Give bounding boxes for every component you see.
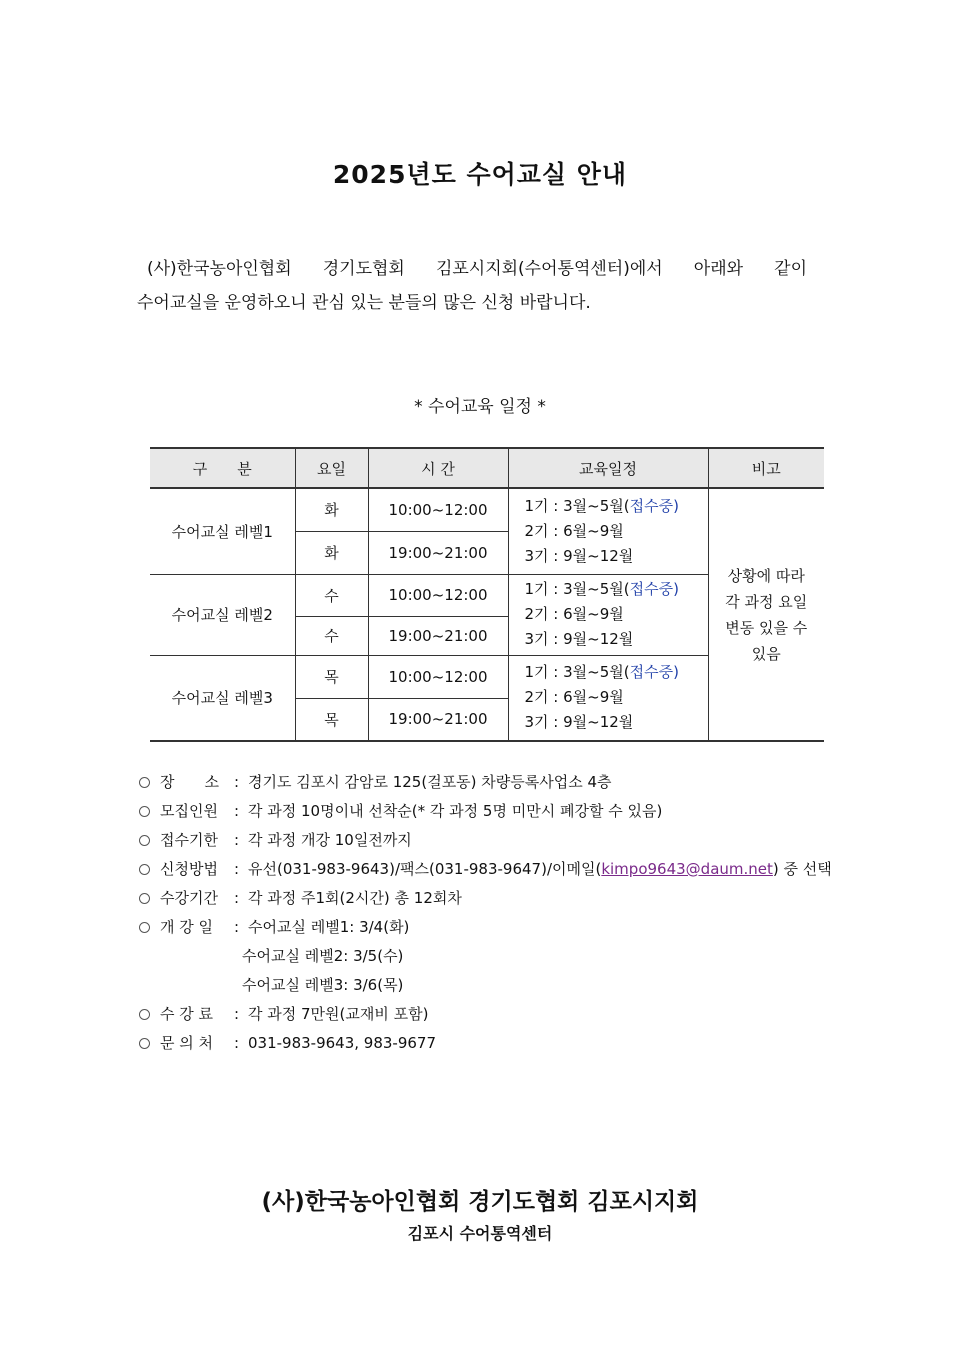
paren: ) bbox=[673, 580, 679, 598]
colon: : bbox=[234, 889, 240, 907]
info-start-2: 수어교실 레벨2: 3/5(수) bbox=[242, 947, 404, 965]
info-deadline bbox=[137, 826, 837, 855]
status-badge: 접수중 bbox=[629, 580, 674, 598]
info-label: 모집인원 bbox=[160, 802, 218, 820]
colon: : bbox=[234, 802, 240, 820]
email-link[interactable]: kimpo9643@daum.net bbox=[601, 860, 773, 878]
circle-bullet-icon bbox=[139, 835, 150, 846]
circle-bullet-icon bbox=[139, 922, 150, 933]
info-start bbox=[137, 913, 837, 942]
info-recruit bbox=[137, 797, 837, 826]
day-cell: 수 bbox=[295, 574, 368, 616]
info-value: 각 과정 7만원(교재비 포함) bbox=[248, 1005, 429, 1023]
info-fee bbox=[137, 1000, 837, 1029]
schedule-table bbox=[150, 447, 824, 742]
info-start-3: 수어교실 레벨3: 3/6(목) bbox=[242, 976, 404, 994]
status-badge: 접수중 bbox=[629, 663, 674, 682]
info-label: 수 강 료 bbox=[160, 1005, 214, 1023]
table-row bbox=[150, 488, 824, 531]
term-schedule bbox=[508, 655, 708, 741]
time-cell: 10:00~12:00 bbox=[368, 655, 508, 698]
info-label: 신청방법 bbox=[160, 860, 218, 878]
term-3: 3기 : 9월~12월 bbox=[524, 546, 634, 565]
info-place bbox=[137, 768, 837, 797]
info-value: 각 과정 주1회(2시간) 총 12회차 bbox=[248, 889, 462, 907]
term-schedule bbox=[508, 574, 708, 655]
level-name: 수어교실 레벨2 bbox=[150, 574, 295, 655]
term-2: 2기 : 6월~9월 bbox=[524, 605, 624, 623]
info-period bbox=[137, 884, 837, 913]
info-label: 문 의 처 bbox=[160, 1034, 214, 1052]
circle-bullet-icon bbox=[139, 777, 150, 788]
status-badge: 접수중 bbox=[629, 496, 674, 515]
term-2: 2기 : 6월~9월 bbox=[524, 521, 624, 540]
header-schedule: 교육일정 bbox=[508, 448, 708, 488]
info-list bbox=[137, 768, 837, 1058]
intro-line-2: 수어교실을 운영하오니 관심 있는 분들의 많은 신청 바랍니다. bbox=[137, 293, 591, 313]
day-cell: 화 bbox=[295, 531, 368, 574]
time-cell: 19:00~21:00 bbox=[368, 531, 508, 574]
term-1: 1기 : 3월~5월( bbox=[524, 580, 630, 598]
document-title: 2025년도 수어교실 안내 bbox=[332, 160, 628, 189]
time-cell: 19:00~21:00 bbox=[368, 616, 508, 655]
term-1: 1기 : 3월~5월( bbox=[524, 663, 630, 682]
circle-bullet-icon bbox=[139, 864, 150, 875]
table-header-row bbox=[150, 448, 824, 488]
colon: : bbox=[234, 1005, 240, 1023]
day-cell: 목 bbox=[295, 655, 368, 698]
info-label: 장 소 bbox=[160, 773, 219, 791]
organization-name: (사)한국농아인협회 경기도협회 김포시지회 bbox=[261, 1189, 699, 1215]
info-contact bbox=[137, 1029, 837, 1058]
info-value: 각 과정 10명이내 선착순(* 각 과정 5명 미만시 폐강할 수 있음) bbox=[248, 802, 663, 820]
circle-bullet-icon bbox=[139, 1009, 150, 1020]
colon: : bbox=[234, 860, 240, 878]
info-value: ) 중 선택 bbox=[772, 860, 832, 878]
header-time: 시 간 bbox=[368, 448, 508, 488]
circle-bullet-icon bbox=[139, 1038, 150, 1049]
note-line: 상황에 따라 bbox=[727, 566, 805, 585]
colon: : bbox=[234, 773, 240, 791]
time-cell: 19:00~21:00 bbox=[368, 698, 508, 741]
time-cell: 10:00~12:00 bbox=[368, 574, 508, 616]
note-line: 각 과정 요일 bbox=[725, 592, 808, 611]
level-name: 수어교실 레벨3 bbox=[150, 655, 295, 741]
colon: : bbox=[234, 1034, 240, 1052]
day-cell: 수 bbox=[295, 616, 368, 655]
info-value: 수어교실 레벨1: 3/4(화) bbox=[248, 918, 410, 936]
colon: : bbox=[234, 918, 240, 936]
info-value: 031-983-9643, 983-9677 bbox=[248, 1034, 437, 1052]
term-3: 3기 : 9월~12월 bbox=[524, 630, 634, 648]
info-value: 유선(031-983-9643)/팩스(031-983-9647)/이메일( bbox=[248, 860, 602, 878]
header-category: 구 분 bbox=[150, 448, 295, 488]
circle-bullet-icon bbox=[139, 806, 150, 817]
schedule-title: * 수어교육 일정 * bbox=[414, 397, 546, 417]
info-label: 수강기간 bbox=[160, 889, 218, 907]
center-name: 김포시 수어통역센터 bbox=[407, 1224, 553, 1243]
term-3: 3기 : 9월~12월 bbox=[524, 713, 634, 732]
note-line: 변동 있을 수 bbox=[725, 618, 808, 637]
day-cell: 화 bbox=[295, 488, 368, 531]
header-day: 요일 bbox=[295, 448, 368, 488]
time-cell: 10:00~12:00 bbox=[368, 488, 508, 531]
info-label: 개 강 일 bbox=[160, 918, 214, 936]
day-cell: 목 bbox=[295, 698, 368, 741]
circle-bullet-icon bbox=[139, 893, 150, 904]
term-2: 2기 : 6월~9월 bbox=[524, 688, 624, 707]
info-label: 접수기한 bbox=[160, 831, 218, 849]
term-schedule bbox=[508, 488, 708, 574]
paren: ) bbox=[673, 496, 679, 515]
intro-line-1: (사)한국농아인협회 경기도협회 김포시지회(수어통역센터)에서 아래와 같이 bbox=[147, 259, 807, 279]
colon: : bbox=[234, 831, 240, 849]
info-apply bbox=[137, 855, 837, 884]
note-cell bbox=[708, 488, 824, 741]
info-value: 각 과정 개강 10일전까지 bbox=[248, 831, 412, 849]
header-note: 비고 bbox=[708, 448, 824, 488]
paren: ) bbox=[673, 663, 679, 682]
info-value: 경기도 김포시 감암로 125(걸포동) 차량등록사업소 4층 bbox=[248, 773, 612, 791]
intro-paragraph bbox=[137, 252, 807, 320]
note-line: 있음 bbox=[751, 644, 781, 663]
term-1: 1기 : 3월~5월( bbox=[524, 496, 630, 515]
level-name: 수어교실 레벨1 bbox=[150, 488, 295, 574]
